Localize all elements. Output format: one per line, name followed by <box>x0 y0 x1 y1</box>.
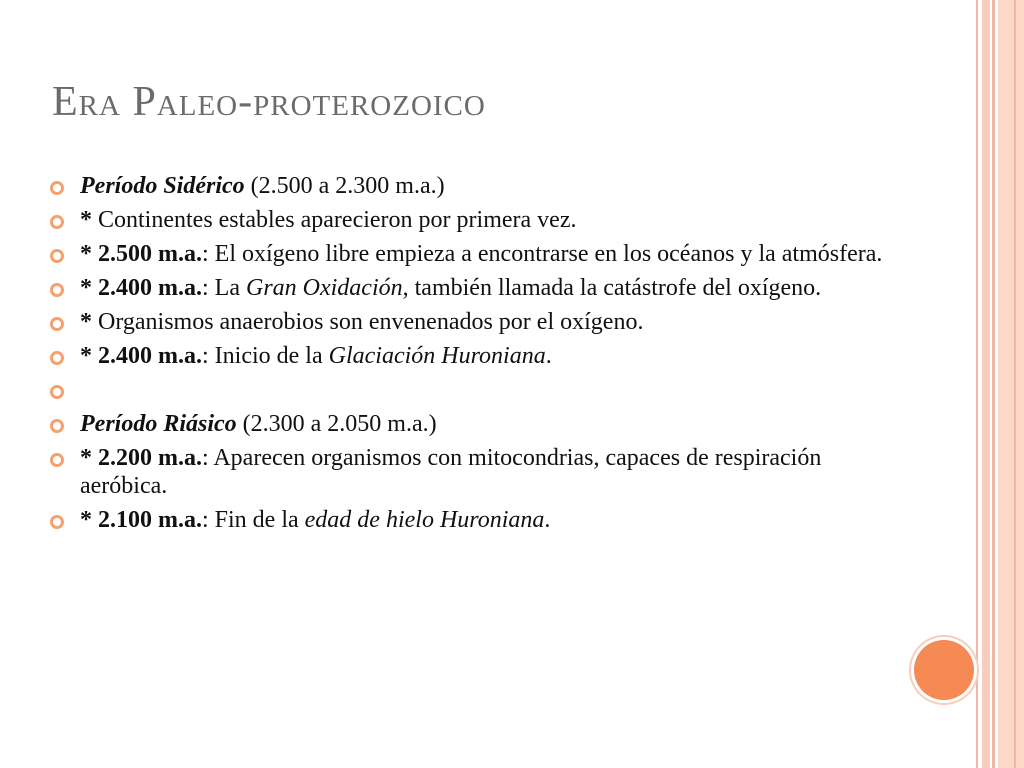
bullet-text-segment: . <box>545 343 552 369</box>
bullet-item <box>48 240 908 268</box>
bullet-text-segment: edad de hielo Huroniana <box>304 507 545 533</box>
bullet-ring-icon <box>50 283 64 297</box>
bullet-text-segment: : Aparecen organismos con mitocondrias, capaces de respiración aeróbica. <box>80 445 822 499</box>
bullet-item <box>48 172 908 200</box>
bullet-ring-icon <box>50 249 64 263</box>
decorative-stripe <box>992 0 995 768</box>
bullet-ring-icon <box>50 181 64 195</box>
bullet-text-segment: , también llamada la catástrofe del oxígeno. <box>402 275 822 301</box>
bullet-item <box>48 444 908 500</box>
bullet-text-segment: : El oxígeno libre empieza a encontrarse en los océanos y la atmósfera. <box>202 241 883 267</box>
bullet-ring-icon <box>50 515 64 529</box>
bullet-text-segment: Organismos anaerobios son envenenados por el oxígeno. <box>92 309 644 335</box>
slide-title: Era Paleo-proterozoico <box>52 79 486 125</box>
decorative-stripe <box>982 0 990 768</box>
bullet-ring-icon <box>50 419 64 433</box>
bullet-text-segment: * <box>80 207 92 233</box>
bullet-ring-icon <box>50 351 64 365</box>
bullet-ring-icon <box>50 453 64 467</box>
bullet-text-segment: : La <box>202 275 246 301</box>
bullet-item <box>48 308 908 336</box>
bullet-item <box>48 274 908 302</box>
bullet-item <box>48 506 908 534</box>
bullet-ring-icon <box>50 385 64 399</box>
bullet-text-segment: * <box>80 309 92 335</box>
bullet-text-segment: * 2.400 m.a. <box>80 275 202 301</box>
bullet-item <box>48 376 908 404</box>
bullet-text-segment: * 2.200 m.a. <box>80 445 202 471</box>
bullet-item <box>48 342 908 370</box>
bullet-item <box>48 206 908 234</box>
bullet-text-segment: Continentes estables aparecieron por primera vez. <box>92 207 577 233</box>
bullet-item <box>48 410 908 438</box>
bullet-text-segment: * 2.100 m.a. <box>80 507 202 533</box>
bullet-text-segment: : Fin de la <box>202 507 305 533</box>
bullet-list <box>48 172 908 540</box>
bullet-text-segment: . <box>544 507 551 533</box>
decorative-stripe <box>976 0 978 768</box>
bullet-text-segment: * 2.400 m.a. <box>80 343 202 369</box>
bullet-ring-icon <box>50 317 64 331</box>
bullet-text-segment: * 2.500 m.a. <box>80 241 202 267</box>
bullet-text-segment: (2.500 a 2.300 m.a.) <box>244 173 445 199</box>
bullet-text-segment: Período Sidérico <box>80 173 245 199</box>
bullet-text-segment: : Inicio de la <box>202 343 329 369</box>
bullet-text-segment: Período Riásico <box>80 411 237 437</box>
decorative-stripe <box>998 0 1024 768</box>
bullet-ring-icon <box>50 215 64 229</box>
decorative-stripe <box>1014 0 1016 768</box>
accent-circle <box>914 640 974 700</box>
bullet-text-segment: Glaciación Huroniana <box>328 343 546 369</box>
bullet-text-segment: (2.300 a 2.050 m.a.) <box>236 411 437 437</box>
bullet-text-segment: Gran Oxidación <box>245 275 403 301</box>
